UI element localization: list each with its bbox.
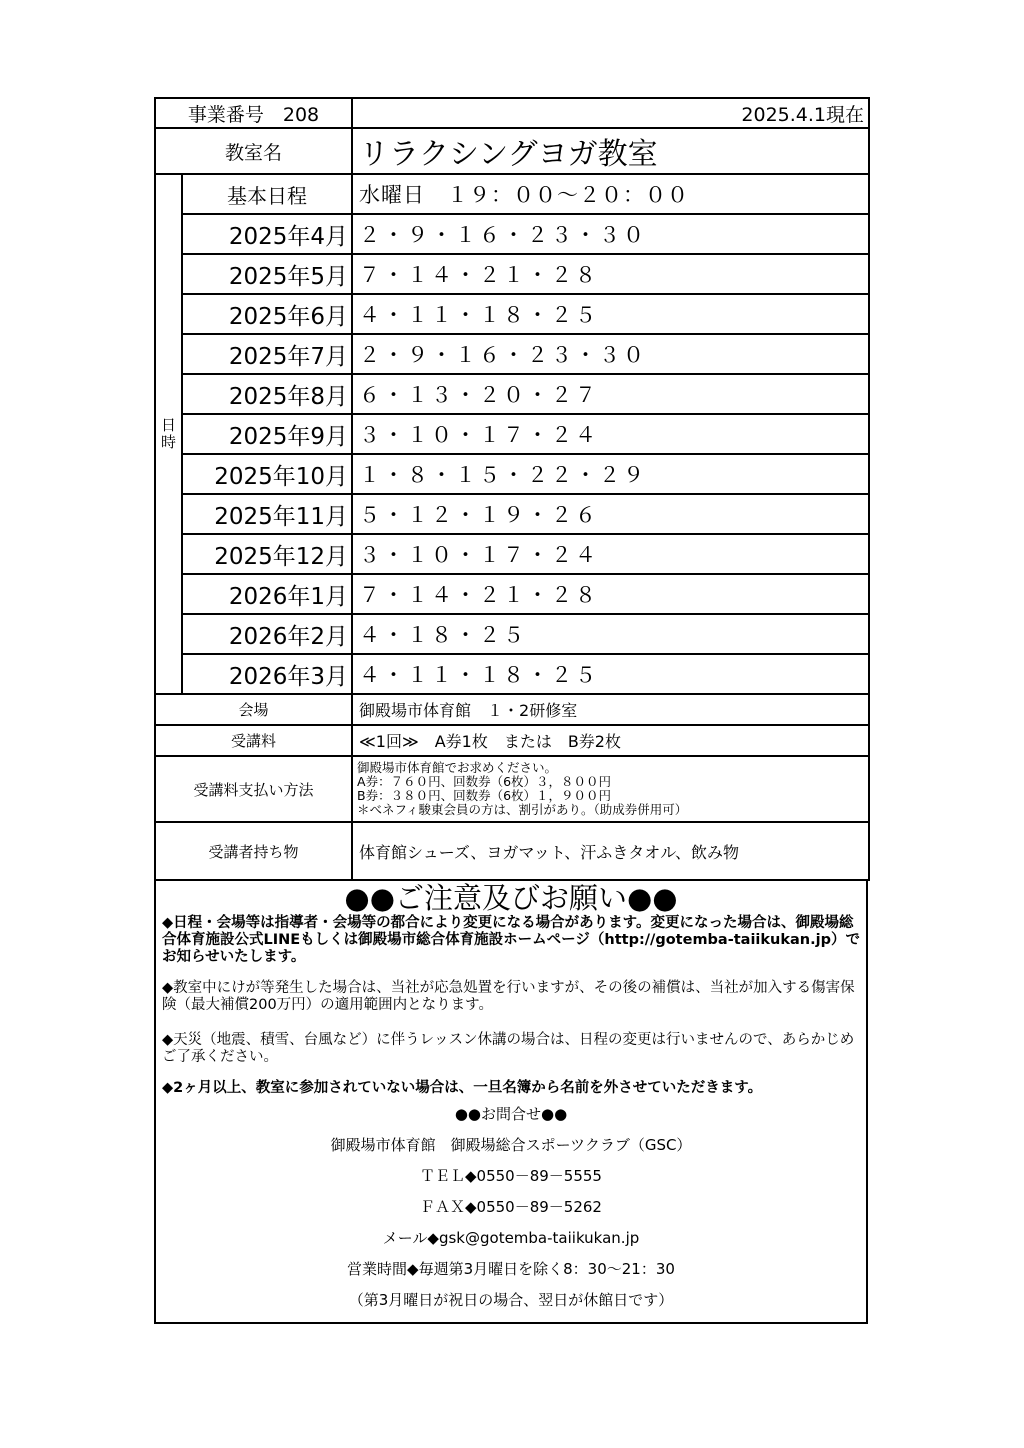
notice-schedule-change: ◆日程・会場等は指導者・会場等の都合により変更になる場合があります。変更になった場合は、御殿場総合体育施設公式LINEもしくは御殿場市総合体育施設ホームページ（http://gotemba-taiikukan.jp）でお知らせいたします。 [162,915,860,965]
class-name-label: 教室名 [155,128,352,174]
month-dates: ３・１０・１７・２４ [352,534,869,574]
month-dates: ２・９・１６・２３・３０ [352,214,869,254]
month-label: 2025年7月 [182,334,352,374]
month-label: 2025年11月 [182,494,352,534]
schedule-section-label [155,174,182,694]
notice-absence: ◆2ヶ月以上、教室に参加されていない場合は、一旦名簿から名前を外させていただきます。 [162,1080,763,1096]
payment-line: B券：３８０円、回数券（6枚）１，９００円 [357,788,612,803]
month-label: 2025年8月 [182,374,352,414]
payment-method-details [352,756,869,822]
class-info-sheet [154,97,868,1324]
contact-tel: ＴＥＬ◆0550－89－5555 [420,1167,602,1185]
month-dates: ６・１３・２０・２７ [352,374,869,414]
month-label: 2026年2月 [182,614,352,654]
schedule-section-text: 日 時 [160,416,176,451]
payment-line: ＊べネフィ駿東会員の方は、割引があり。（助成券併用可） [357,802,688,817]
class-name: リラクシングヨガ教室 [352,128,869,174]
month-label: 2026年3月 [182,654,352,694]
items-value: 体育館シューズ、ヨガマット、汗ふきタオル、飲み物 [352,822,869,880]
month-label: 2025年4月 [182,214,352,254]
month-dates: ７・１４・２１・２８ [352,254,869,294]
basic-schedule-label: 基本日程 [182,174,352,214]
as-of-date: 2025.4.1現在 [352,98,869,128]
items-label: 受講者持ち物 [155,822,352,880]
month-dates: ５・１２・１９・２６ [352,494,869,534]
fee-label: 受講料 [155,725,352,756]
contact-heading: ●●お問合せ●● [454,1105,568,1123]
venue-value: 御殿場市体育館 １・2研修室 [352,694,869,725]
month-label: 2025年5月 [182,254,352,294]
contact-section [162,1099,860,1316]
month-label: 2026年1月 [182,574,352,614]
month-dates: ３・１０・１７・２４ [352,414,869,454]
month-dates: ４・１１・１８・２５ [352,294,869,334]
month-label: 2025年9月 [182,414,352,454]
notice-injury: ◆教室中にけが等発生した場合は、当社が応急処置を行いますが、その後の補償は、当社が加入する傷害保険（最大補償200万円）の適用範囲内となります。 [162,980,855,1013]
contact-email: メール◆gsk@gotemba-taiikukan.jp [382,1229,640,1247]
contact-fax: ＦＡＸ◆0550－89－5262 [420,1198,602,1216]
month-dates: ２・９・１６・２３・３０ [352,334,869,374]
payment-line: 御殿場市体育館でお求めください。 [357,760,558,775]
basic-schedule-value: 水曜日 １９：００～２０：００ [352,174,869,214]
fee-value: ≪1回≫ A券1枚 または B券2枚 [352,725,869,756]
month-label: 2025年12月 [182,534,352,574]
business-hours: 営業時間◆毎週第3月曜日を除く8：30～21：30 [347,1260,675,1278]
notice-box [154,881,868,1324]
notice-heading: ●●ご注意及びお願い●● [344,881,678,915]
project-number: 事業番号 208 [155,98,352,128]
notice-disaster: ◆天災（地震、積雪、台風など）に伴うレッスン休講の場合は、日程の変更は行いませんので、あらかじめご了承ください。 [162,1032,855,1065]
contact-org: 御殿場市体育館 御殿場総合スポーツクラブ（GSC） [330,1136,692,1154]
month-dates: １・８・１５・２２・２９ [352,454,869,494]
payment-method-label: 受講料支払い方法 [155,756,352,822]
schedule-table [154,97,870,881]
month-label: 2025年10月 [182,454,352,494]
month-dates: ７・１４・２１・２８ [352,574,869,614]
venue-label: 会場 [155,694,352,725]
closing-note: （第3月曜日が祝日の場合、翌日が休館日です） [348,1291,674,1309]
payment-line: A券：７６０円、回数券（6枚）３，８００円 [357,774,612,789]
month-label: 2025年6月 [182,294,352,334]
month-dates: ４・１１・１８・２５ [352,654,869,694]
month-dates: ４・１８・２５ [352,614,869,654]
